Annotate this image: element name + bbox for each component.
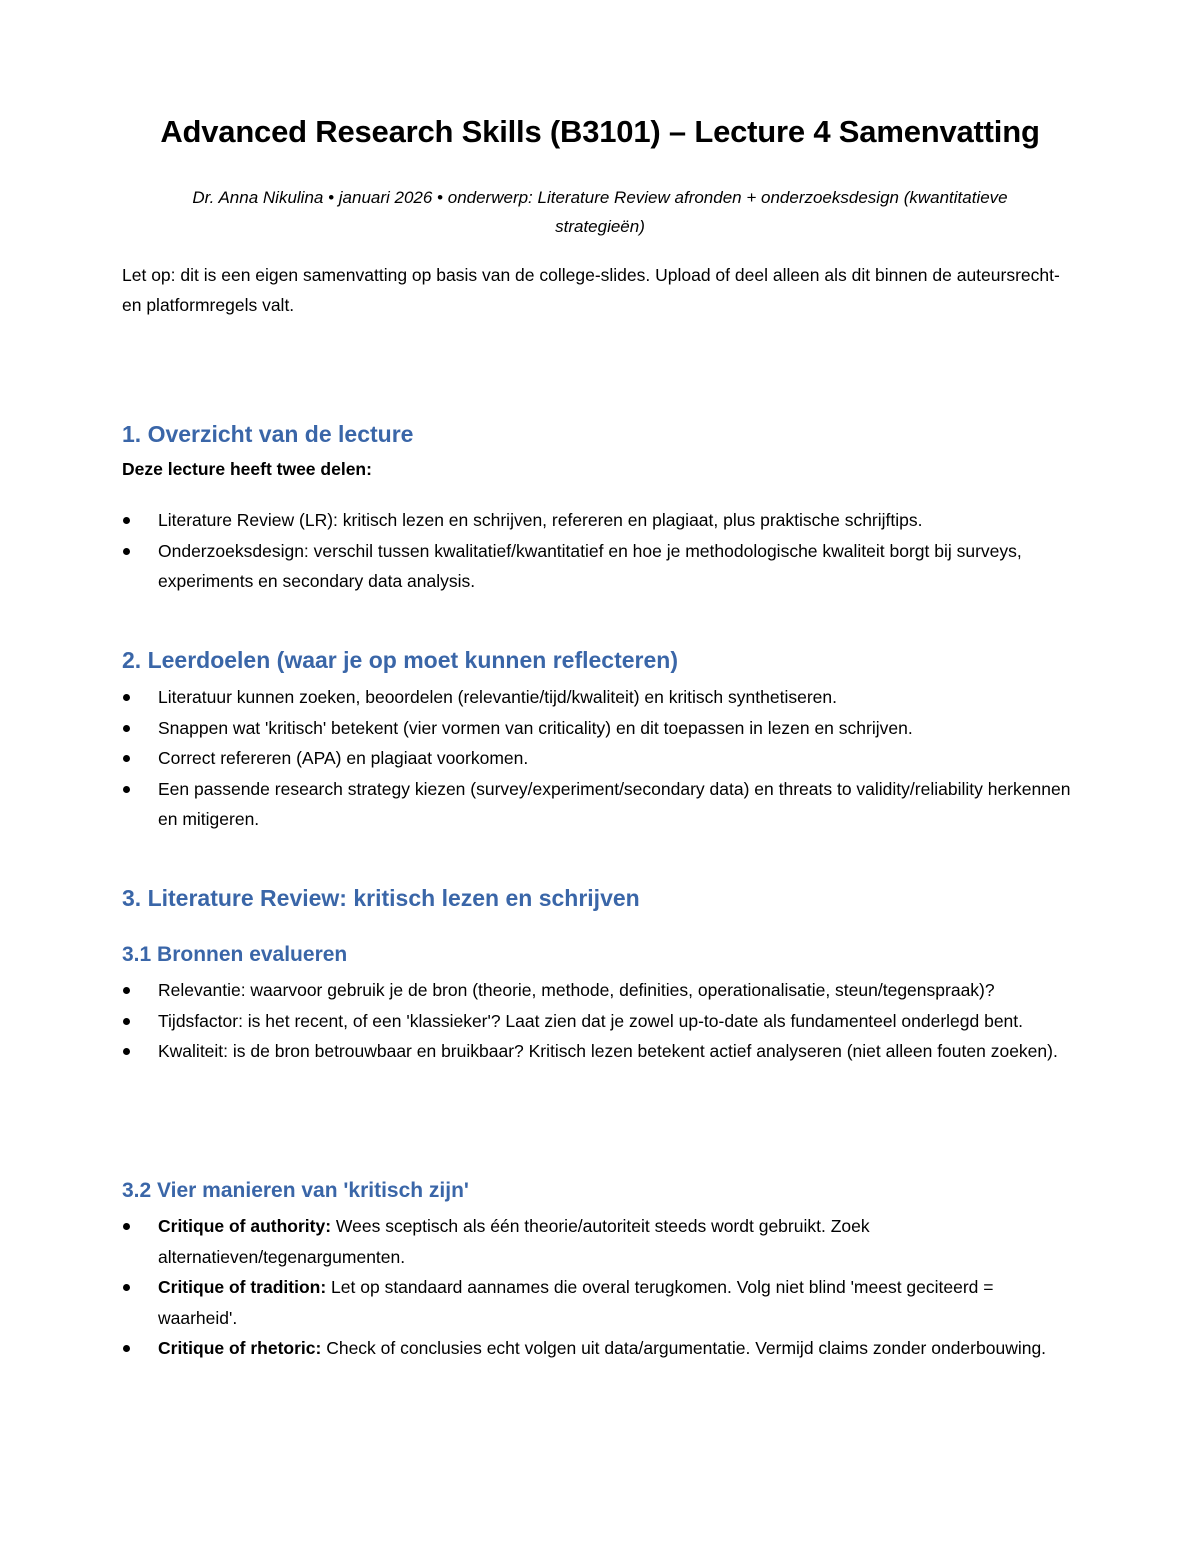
document-subtitle: Dr. Anna Nikulina • januari 2026 • onderwerp: Literature Review afronden + onderzoeksdesign (kwantitatieve strategieën) (192, 188, 1008, 236)
list-item: Critique of rhetoric: Check of conclusies echt volgen uit data/argumentatie. Vermijd claims zonder onderbouwing. (122, 1333, 1077, 1364)
section-2-list (122, 682, 1077, 835)
section-3-heading: 3. Literature Review: kritisch lezen en schrijven (122, 885, 640, 911)
bullet-icon (123, 1345, 130, 1352)
bullet-icon (123, 725, 130, 732)
bullet-icon (123, 1048, 130, 1055)
subsection-3-1-list (122, 975, 1077, 1067)
subsection-3-2-list (122, 1211, 1077, 1364)
section-1-lead: Deze lecture heeft twee delen: (122, 459, 372, 479)
copyright-note: Let op: dit is een eigen samenvatting op basis van de college-slides. Upload of deel alleen als dit binnen de auteursrecht- en platformregels valt. (122, 265, 1060, 315)
list-item: Correct refereren (APA) en plagiaat voorkomen. (122, 743, 1077, 774)
bullet-icon (123, 694, 130, 701)
list-item: Kwaliteit: is de bron betrouwbaar en bruikbaar? Kritisch lezen betekent actief analyseren (niet alleen fouten zoeken). (122, 1036, 1077, 1067)
list-item: Onderzoeksdesign: verschil tussen kwalitatief/kwantitatief en hoe je methodologische kwaliteit borgt bij surveys, experiments en secondary data analysis. (122, 536, 1077, 597)
section-2-heading: 2. Leerdoelen (waar je op moet kunnen reflecteren) (122, 647, 678, 673)
list-item: Literatuur kunnen zoeken, beoordelen (relevantie/tijd/kwaliteit) en kritisch synthetiseren. (122, 682, 1077, 713)
critique-term: Critique of tradition: (158, 1277, 327, 1297)
list-item: Snappen wat 'kritisch' betekent (vier vormen van criticality) en dit toepassen in lezen en schrijven. (122, 713, 1077, 744)
list-item: Critique of authority: Wees sceptisch als één theorie/autoriteit steeds wordt gebruikt. Zoek alternatieven/tegenargumenten. (122, 1211, 1077, 1272)
section-1-list (122, 505, 1077, 597)
section-1-heading: 1. Overzicht van de lecture (122, 421, 414, 447)
list-item: Tijdsfactor: is het recent, of een 'klassieker'? Laat zien dat je zowel up-to-date als fundamenteel onderlegd bent. (122, 1006, 1077, 1037)
subsection-3-1-heading: 3.1 Bronnen evalueren (122, 943, 348, 966)
bullet-icon (123, 1018, 130, 1025)
document-title: Advanced Research Skills (B3101) – Lecture 4 Samenvatting (160, 114, 1040, 149)
bullet-icon (123, 987, 130, 994)
critique-term: Critique of authority: (158, 1216, 332, 1236)
bullet-icon (123, 1223, 130, 1230)
bullet-icon (123, 786, 130, 793)
bullet-icon (123, 1284, 130, 1291)
list-item: Critique of tradition: Let op standaard aannames die overal terugkomen. Volg niet blind 'meest geciteerd = waarheid'. (122, 1272, 1077, 1333)
list-item: Een passende research strategy kiezen (survey/experiment/secondary data) en threats to validity/reliability herkennen en mitigeren. (122, 774, 1077, 835)
bullet-icon (123, 548, 130, 555)
bullet-icon (123, 755, 130, 762)
list-item: Relevantie: waarvoor gebruik je de bron (theorie, methode, definities, operationalisatie, steun/tegenspraak)? (122, 975, 1077, 1006)
critique-term: Critique of rhetoric: (158, 1338, 322, 1358)
subsection-3-2-heading: 3.2 Vier manieren van 'kritisch zijn' (122, 1179, 469, 1202)
bullet-icon (123, 517, 130, 524)
list-item: Literature Review (LR): kritisch lezen en schrijven, refereren en plagiaat, plus praktische schrijftips. (122, 505, 1077, 536)
